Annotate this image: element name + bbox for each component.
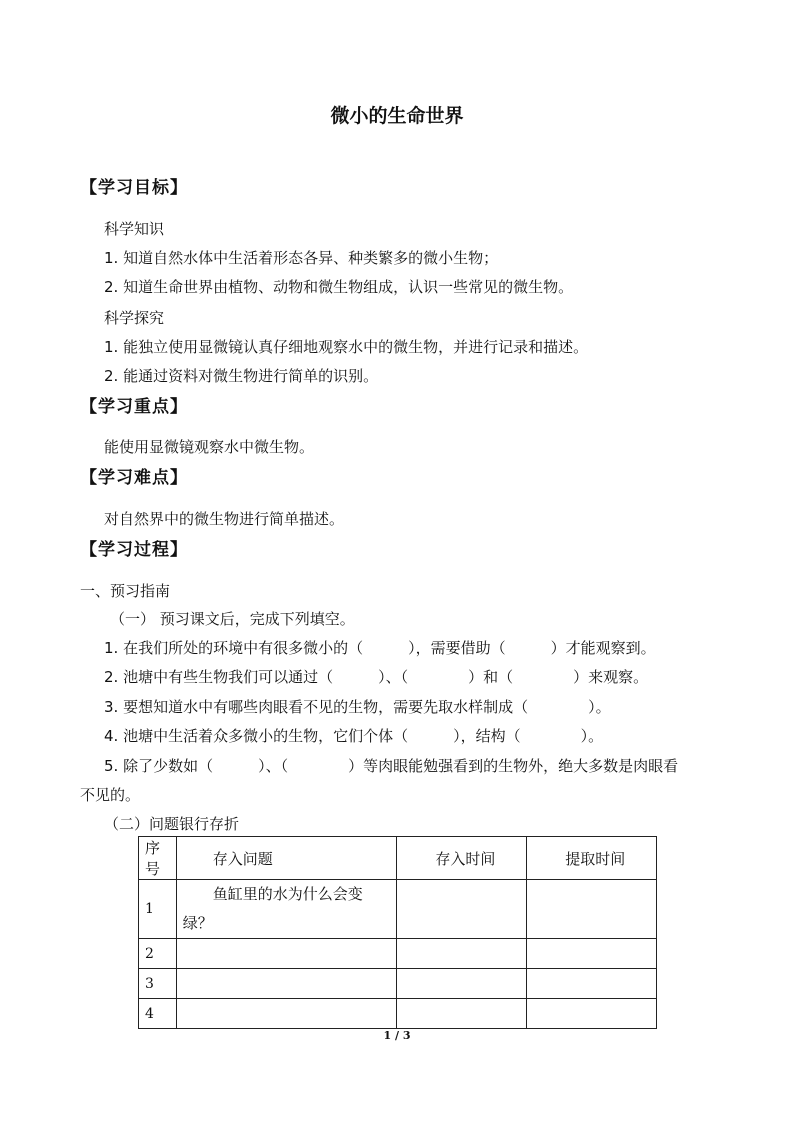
deposit-time-cell[interactable] [397, 939, 527, 969]
question-text-line2: 绿？ [182, 914, 213, 932]
header-withdraw-time: 提取时间 [527, 837, 657, 880]
inquiry-heading: 科学探究 [104, 309, 165, 327]
header-index: 序号 [139, 837, 177, 880]
section-difficulty-heading: 【学习难点】 [80, 468, 188, 488]
knowledge-item-2: 2. 知道生命世界由植物、动物和微生物组成，认识一些常见的微生物。 [104, 278, 574, 296]
withdraw-time-cell[interactable] [527, 880, 657, 939]
question-cell[interactable] [176, 880, 397, 939]
table-row [139, 880, 657, 939]
row-index: 4 [139, 999, 177, 1029]
section-process-heading: 【学习过程】 [80, 540, 188, 560]
fill-blank-instruction: （一） 预习课文后，完成下列填空。 [110, 610, 355, 628]
question-cell[interactable] [176, 999, 397, 1029]
question-cell[interactable] [176, 969, 397, 999]
question-bank-heading: （二）问题银行存折 [104, 815, 240, 833]
table-header-row [139, 837, 657, 880]
table-row [139, 969, 657, 999]
fill-blank-q2: 2. 池塘中有些生物我们可以通过（ ）、（ ）和（ ）来观察。 [104, 668, 649, 686]
deposit-time-cell[interactable] [397, 969, 527, 999]
table-row [139, 939, 657, 969]
section-focus-heading: 【学习重点】 [80, 397, 188, 417]
withdraw-time-cell[interactable] [527, 939, 657, 969]
page-number: 1 / 3 [383, 1029, 411, 1042]
preview-guide-heading: 一、预习指南 [80, 582, 171, 600]
table-row [139, 999, 657, 1029]
fill-blank-q3: 3. 要想知道水中有哪些肉眼看不见的生物，需要先取水样制成（ ）。 [104, 698, 611, 716]
inquiry-item-1: 1. 能独立使用显微镜认真仔细地观察水中的微生物，并进行记录和描述。 [104, 338, 589, 356]
header-deposit-time: 存入时间 [397, 837, 527, 880]
question-text-line1: 鱼缸里的水为什么会变 [212, 885, 363, 903]
row-index: 3 [139, 969, 177, 999]
fill-blank-q5-line2: 不见的。 [80, 786, 141, 804]
deposit-time-cell[interactable] [397, 999, 527, 1029]
knowledge-heading: 科学知识 [104, 220, 165, 238]
withdraw-time-cell[interactable] [527, 999, 657, 1029]
question-bank-table [138, 836, 657, 1029]
difficulty-text: 对自然界中的微生物进行简单描述。 [104, 510, 345, 528]
fill-blank-q5-line1: 5. 除了少数如（ ）、（ ）等肉眼能勉强看到的生物外，绝大多数是肉眼看 [104, 757, 679, 775]
question-cell[interactable] [176, 939, 397, 969]
focus-text: 能使用显微镜观察水中微生物。 [104, 438, 315, 456]
fill-blank-q1: 1. 在我们所处的环境中有很多微小的（ ），需要借助（ ）才能观察到。 [104, 639, 656, 657]
deposit-time-cell[interactable] [397, 880, 527, 939]
fill-blank-q4: 4. 池塘中生活着众多微小的生物，它们个体（ ），结构（ ）。 [104, 727, 604, 745]
row-index: 1 [139, 880, 177, 939]
section-goals-heading: 【学习目标】 [80, 178, 188, 198]
inquiry-item-2: 2. 能通过资料对微生物进行简单的识别。 [104, 367, 379, 385]
knowledge-item-1: 1. 知道自然水体中生活着形态各异、种类繁多的微小生物； [104, 249, 499, 267]
header-question: 存入问题 [176, 837, 397, 880]
page-title: 微小的生命世界 [330, 105, 464, 127]
row-index: 2 [139, 939, 177, 969]
withdraw-time-cell[interactable] [527, 969, 657, 999]
